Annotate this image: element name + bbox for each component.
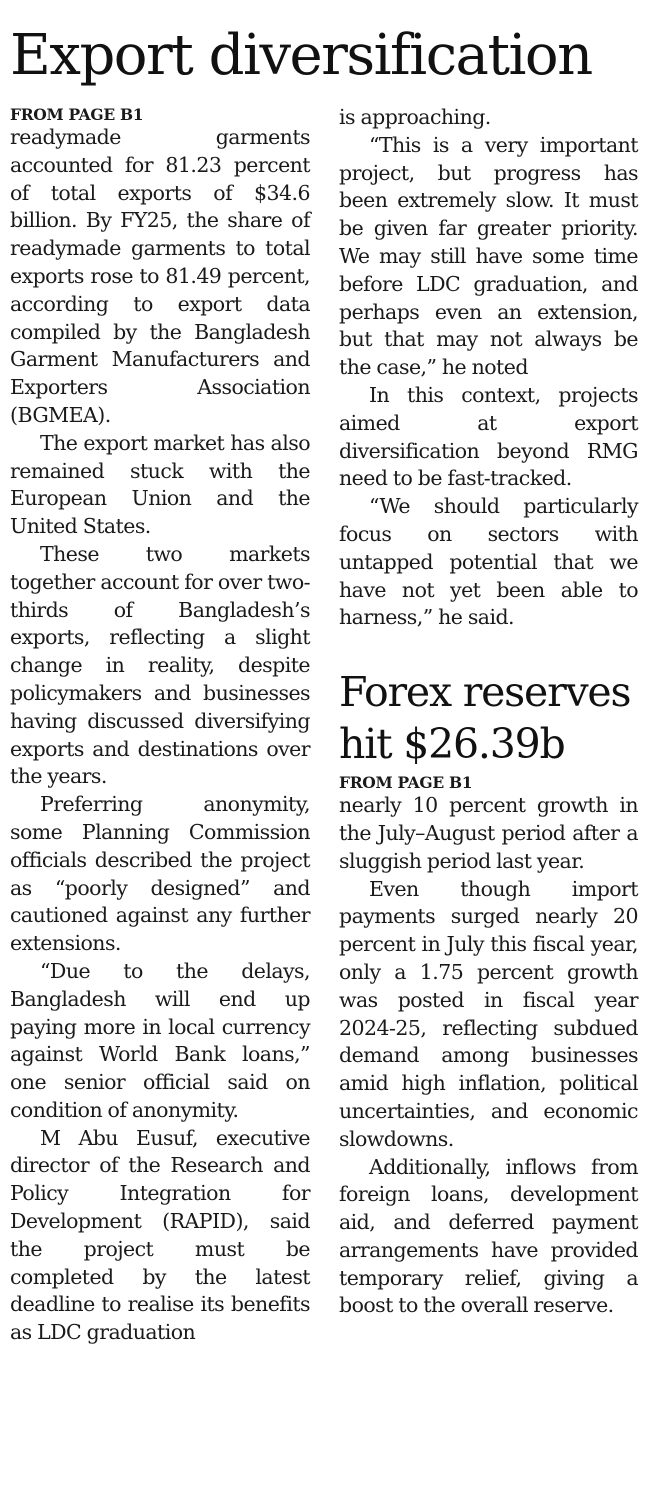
- story-body-left: [10, 124, 310, 1347]
- right-column: [339, 104, 638, 1320]
- story-kicker: FROM PAGE B1: [10, 105, 144, 124]
- paragraph: nearly 10 percent growth in the July–August period after a sluggish period last year.: [339, 793, 638, 873]
- story-body-right: [339, 104, 638, 632]
- paragraph: Even though import payments surged nearly 20 percent in July this fiscal year, only a 1.75 percent growth was posted in fiscal year 2024-25, reflecting subdued demand among businesses amid high inflation, political uncertainties, and economic slowdowns.: [339, 876, 638, 1151]
- paragraph: is approaching.: [339, 105, 491, 129]
- paragraph: Additionally, inflows from foreign loans, development aid, and deferred payment arrangements have provided temporary relief, giving a boost to the overall reserve.: [339, 1154, 638, 1318]
- paragraph: “We should particularly focus on sectors with untapped potential that we have not yet been able to harness,” he said.: [339, 494, 638, 630]
- paragraph: In this context, projects aimed at export diversification beyond RMG need to be fast-tracked.: [339, 382, 638, 491]
- paragraph: M Abu Eusuf, executive director of the Research and Policy Integration for Development (RAPID), said the project must be completed by the latest deadline to realise its benefits as LDC graduation: [10, 1125, 310, 1345]
- story-headline-forex-reserves: Forex reserves hit $26.39b: [339, 668, 631, 769]
- paragraph: readymade garments accounted for 81.23 percent of total exports of $34.6 billion. By FY25, the share of readymade garments to total exports rose to 81.49 percent, according to export data compiled by the Bangladesh Garment Manufacturers and Exporters Association (BGMEA).: [10, 125, 310, 427]
- paragraph: “Due to the delays, Bangladesh will end up paying more in local currency against World Bank loans,” one senior official said on condition of anonymity.: [10, 958, 310, 1122]
- paragraph: These two markets together account for over two-thirds of Bangladesh’s exports, reflecting a slight change in reality, despite policymakers and businesses having discussed diversifying exports and destinations over the years.: [10, 541, 310, 789]
- left-column: [10, 106, 310, 1347]
- paragraph: Preferring anonymity, some Planning Commission officials described the project as “poorly designed” and cautioned against any further extensions.: [10, 792, 310, 956]
- forex-reserves-story: [339, 666, 638, 1320]
- story-body-forex: [339, 792, 638, 1320]
- paragraph: “This is a very important project, but progress has been extremely slow. It must be given far greater priority. We may still have some time before LDC graduation, and perhaps even an extension, but that may not always be the case,” he noted: [339, 132, 638, 380]
- story-headline-export-diversification: Export diversification: [10, 23, 592, 88]
- paragraph: The export market has also remained stuck with the European Union and the United States.: [10, 430, 310, 539]
- story-kicker: FROM PAGE B1: [339, 773, 473, 793]
